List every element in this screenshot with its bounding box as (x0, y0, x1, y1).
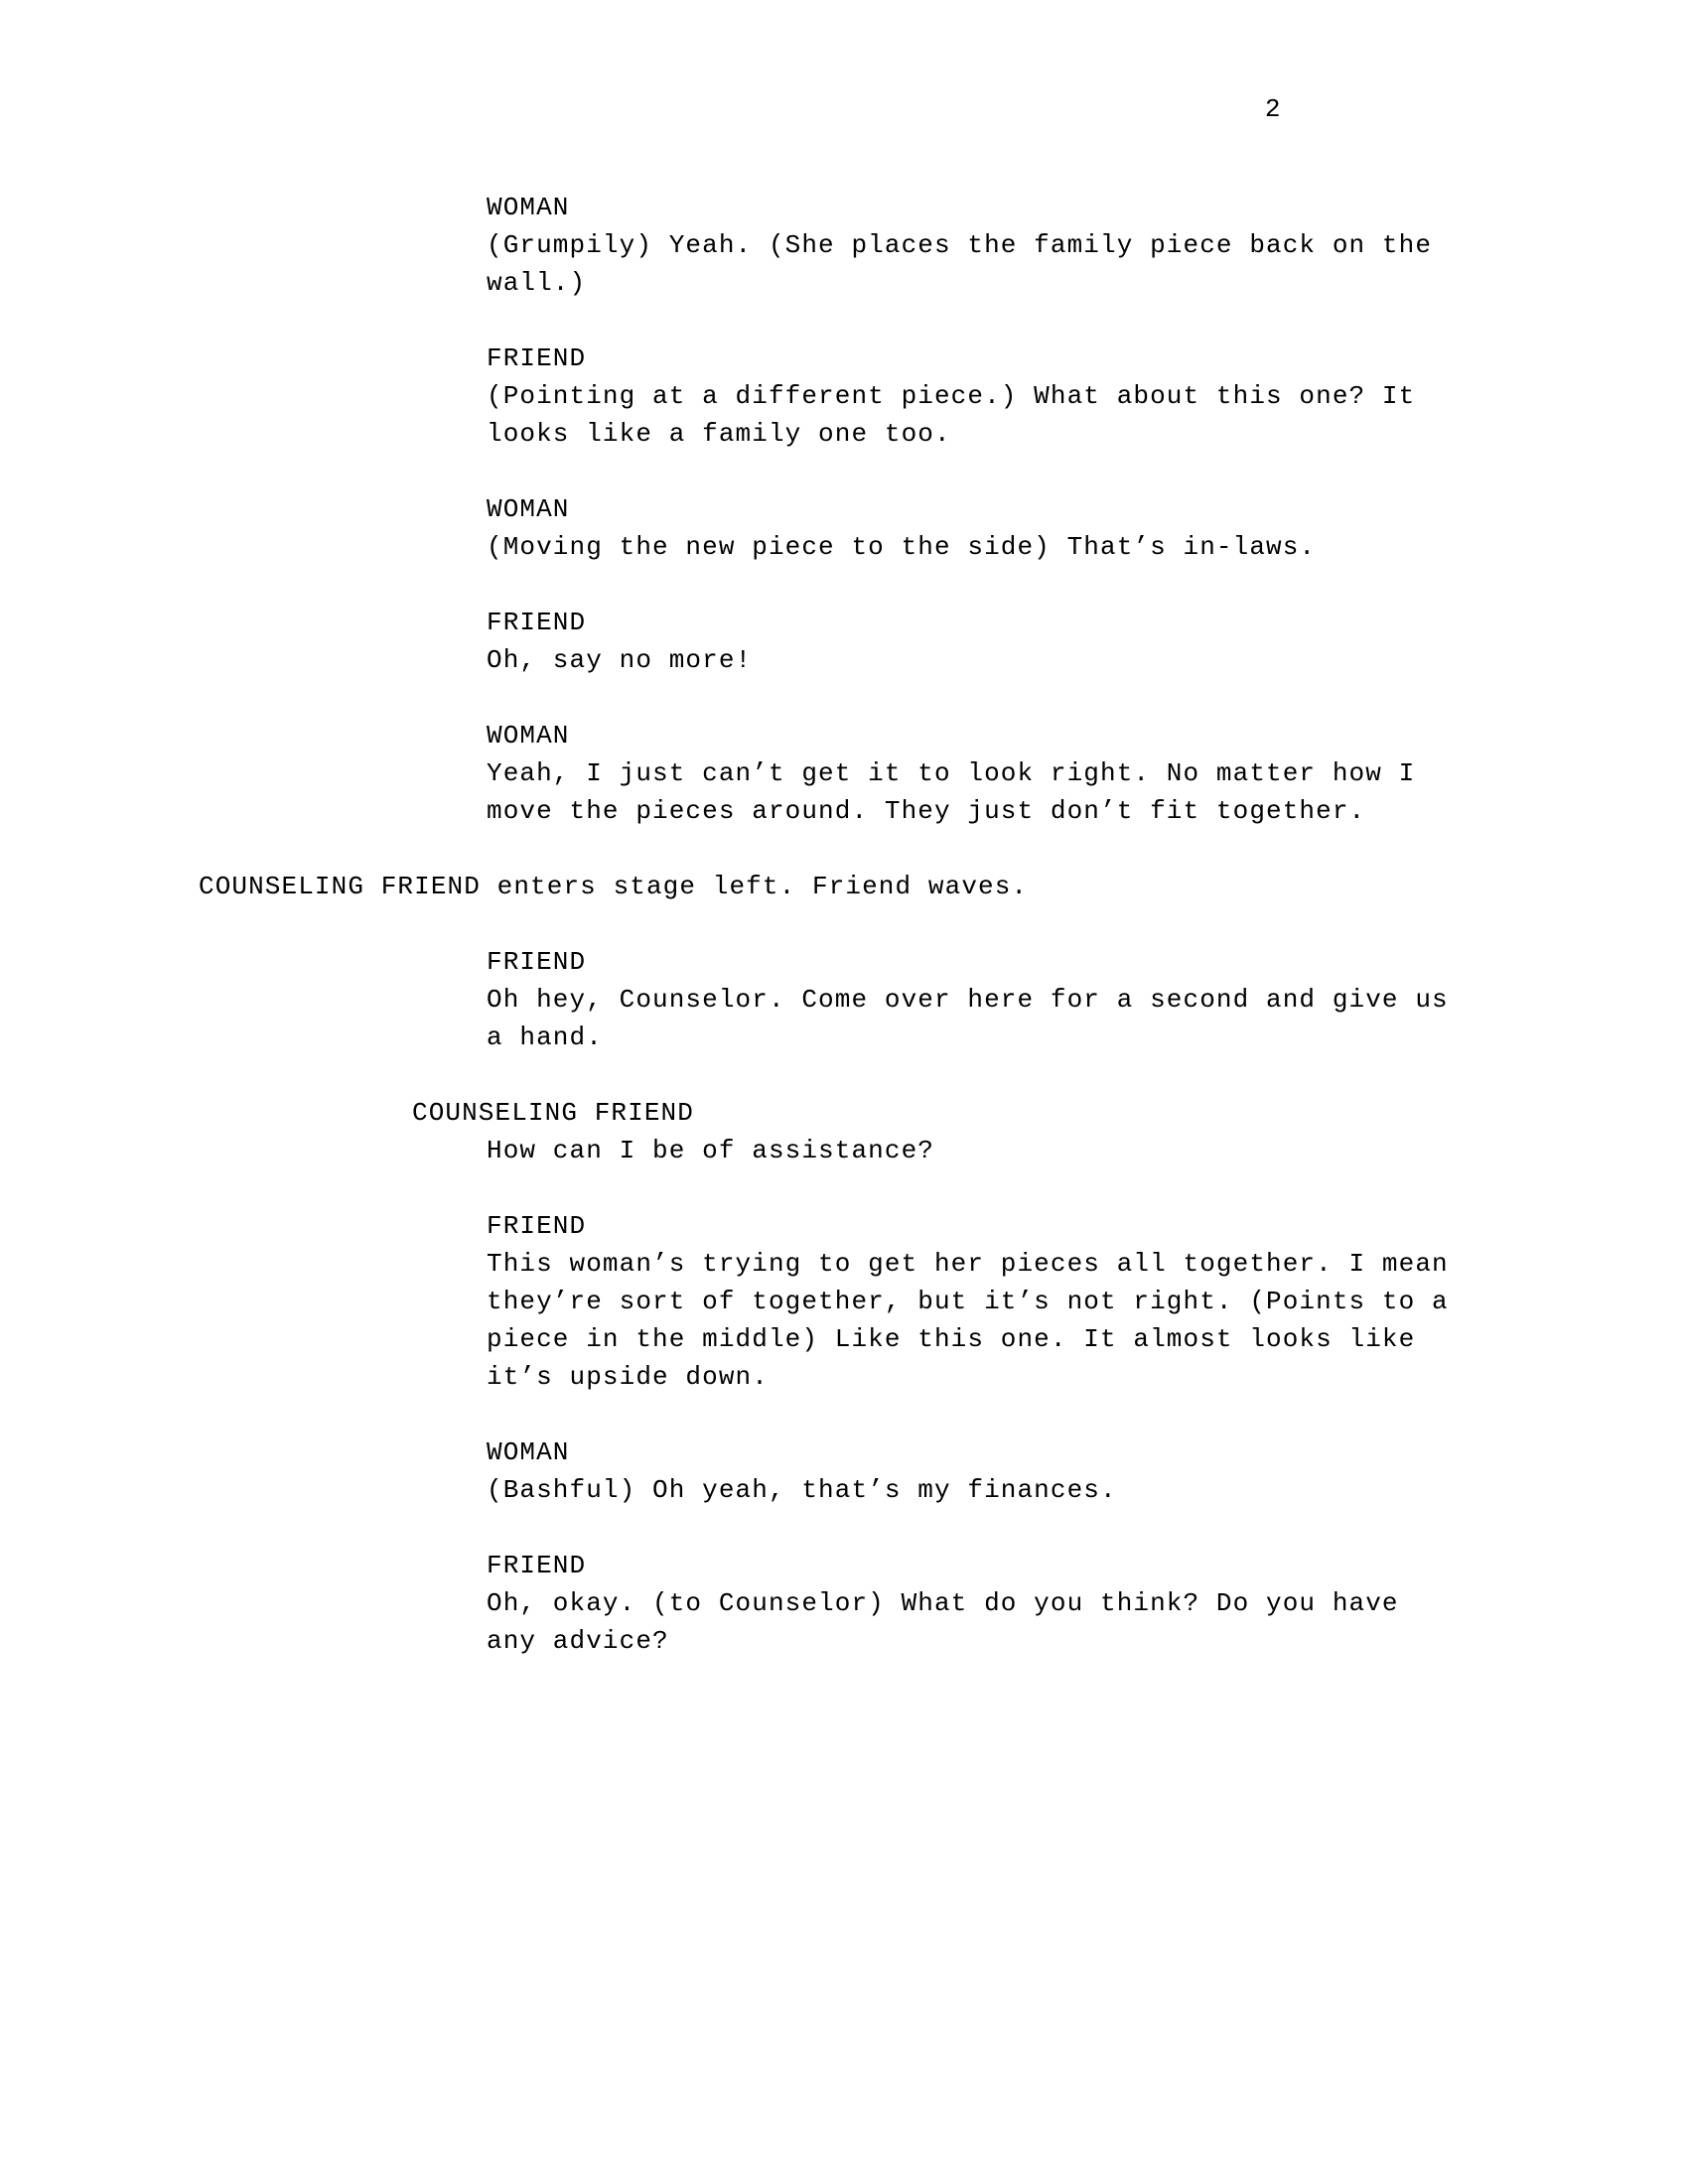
dialogue-block (0, 189, 1688, 302)
character-cue: FRIEND (487, 608, 587, 637)
stage-direction-text: COUNSELING FRIEND enters stage left. Friend waves. (199, 872, 1029, 901)
dialogue-block (0, 1094, 1688, 1169)
dialogue-block (0, 1547, 1688, 1660)
character-cue: FRIEND (487, 1551, 587, 1580)
character-cue: WOMAN (487, 721, 570, 751)
dialogue-block (0, 943, 1688, 1056)
block-spacer (0, 1056, 1688, 1094)
block-spacer (0, 1169, 1688, 1207)
dialogue-block (0, 490, 1688, 566)
dialogue-text: This woman’s trying to get her pieces all together. I mean they’re sort of together, but it’s not right. (Points to a piece in the middle) Like this one. It almost looks like it’s upside down. (487, 1249, 1466, 1392)
script-body (0, 189, 1688, 1660)
dialogue-text: (Pointing at a different piece.) What about this one? It looks like a family one too. (487, 381, 1433, 449)
dialogue-text: Oh, say no more! (487, 645, 753, 675)
character-cue: WOMAN (487, 193, 570, 222)
dialogue-text: Oh, okay. (to Counselor) What do you think? Do you have any advice? (487, 1588, 1416, 1656)
block-spacer (0, 453, 1688, 490)
character-cue: WOMAN (487, 494, 570, 524)
dialogue-text: How can I be of assistance? (487, 1136, 934, 1165)
block-spacer (0, 566, 1688, 604)
character-cue: WOMAN (487, 1437, 570, 1467)
character-cue: COUNSELING FRIEND (412, 1098, 694, 1128)
dialogue-block (0, 717, 1688, 830)
character-cue: FRIEND (487, 947, 587, 977)
page-number: 2 (1264, 94, 1281, 124)
stage-direction-block (0, 868, 1688, 905)
dialogue-block (0, 340, 1688, 453)
dialogue-block (0, 604, 1688, 679)
dialogue-text: Oh hey, Counselor. Come over here for a second and give us a hand. (487, 985, 1466, 1052)
character-cue: FRIEND (487, 343, 587, 373)
dialogue-text: Yeah, I just can’t get it to look right. No matter how I move the pieces around. They just don’t fit together. (487, 758, 1433, 826)
character-cue: FRIEND (487, 1211, 587, 1241)
block-spacer (0, 905, 1688, 943)
block-spacer (0, 302, 1688, 340)
dialogue-text: (Grumpily) Yeah. (She places the family piece back on the wall.) (487, 230, 1449, 298)
dialogue-text: (Moving the new piece to the side) That’s in-laws. (487, 532, 1317, 562)
block-spacer (0, 1509, 1688, 1547)
block-spacer (0, 830, 1688, 868)
dialogue-block (0, 1433, 1688, 1509)
block-spacer (0, 1396, 1688, 1433)
dialogue-block (0, 1207, 1688, 1396)
block-spacer (0, 679, 1688, 717)
dialogue-text: (Bashful) Oh yeah, that’s my finances. (487, 1475, 1117, 1505)
